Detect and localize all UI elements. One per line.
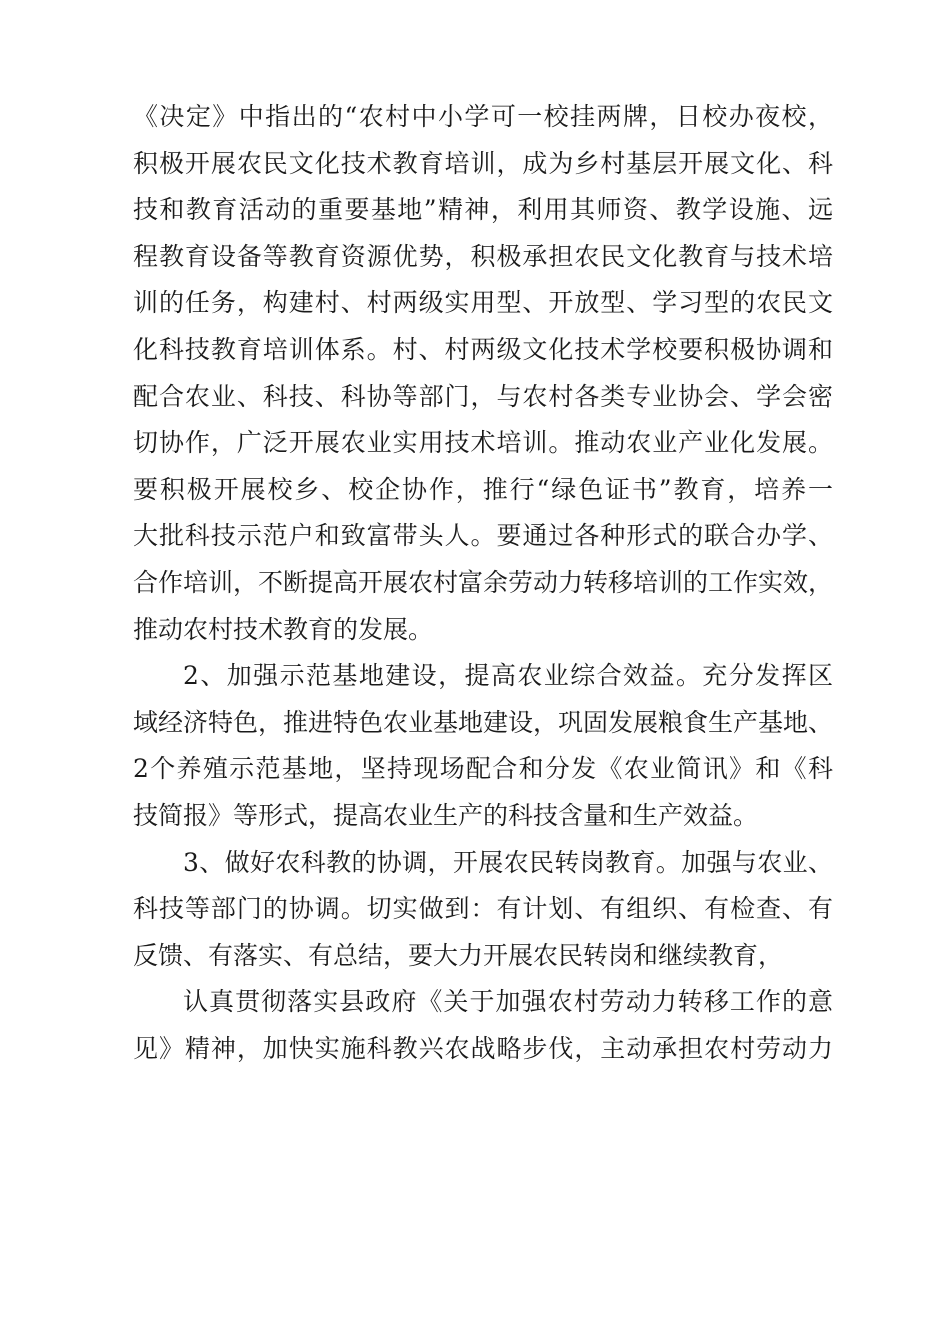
text-line: 配合农业、科技、科协等部门，与农村各类专业协会、学会密: [133, 381, 833, 411]
text-line: 合作培训，不断提高开展农村富余劳动力转移培训的工作实效，: [133, 567, 834, 597]
paragraph-start-line: 认真贯彻落实县政府《关于加强农村劳动力转移工作的意: [183, 987, 833, 1017]
text-line: 切协作，广泛开展农业实用技术培训。推动农业产业化发展。: [133, 428, 833, 458]
text-line: 域经济特色，推进特色农业基地建设，巩固发展粮食生产基地、: [133, 707, 834, 737]
text-line: 训的任务，构建村、村两级实用型、开放型、学习型的农民文: [133, 288, 833, 318]
text-line: 见》精神，加快实施科教兴农战略步伐，主动承担农村劳动力: [133, 1033, 833, 1063]
text-line: 2个养殖示范基地，坚持现场配合和分发《农业简讯》和《科: [133, 754, 833, 784]
text-line: 《决定》中指出的“农村中小学可一校挂两牌，日校办夜校，: [133, 102, 833, 131]
text-line: 大批科技示范户和致富带头人。要通过各种形式的联合办学、: [133, 521, 833, 551]
document-body: [133, 104, 833, 1082]
text-line: 反馈、有落实、有总结，要大力开展农民转岗和继续教育，: [133, 940, 784, 970]
paragraph-start-line: 3、做好农科教的协调，开展农民转岗教育。加强与农业、: [183, 847, 833, 877]
text-line: 技简报》等形式，提高农业生产的科技含量和生产效益。: [133, 800, 759, 830]
text-line: 要积极开展校乡、校企协作，推行“绿色证书”教育，培养一: [133, 474, 833, 504]
text-line: 推动农村技术教育的发展。: [133, 614, 434, 644]
text-line: 程教育设备等教育资源优势，积极承担农民文化教育与技术培: [133, 241, 833, 271]
text-line: 化科技教育培训体系。村、村两级文化技术学校要积极协调和: [133, 334, 833, 364]
text-line: 积极开展农民文化技术教育培训，成为乡村基层开展文化、科: [133, 148, 833, 178]
paragraph-start-line: 2、加强示范基地建设，提高农业综合效益。充分发挥区: [183, 661, 833, 691]
text-line: 技和教育活动的重要基地”精神，利用其师资、教学设施、远: [133, 195, 833, 225]
text-line: 科技等部门的协调。切实做到：有计划、有组织、有检查、有: [133, 894, 833, 924]
